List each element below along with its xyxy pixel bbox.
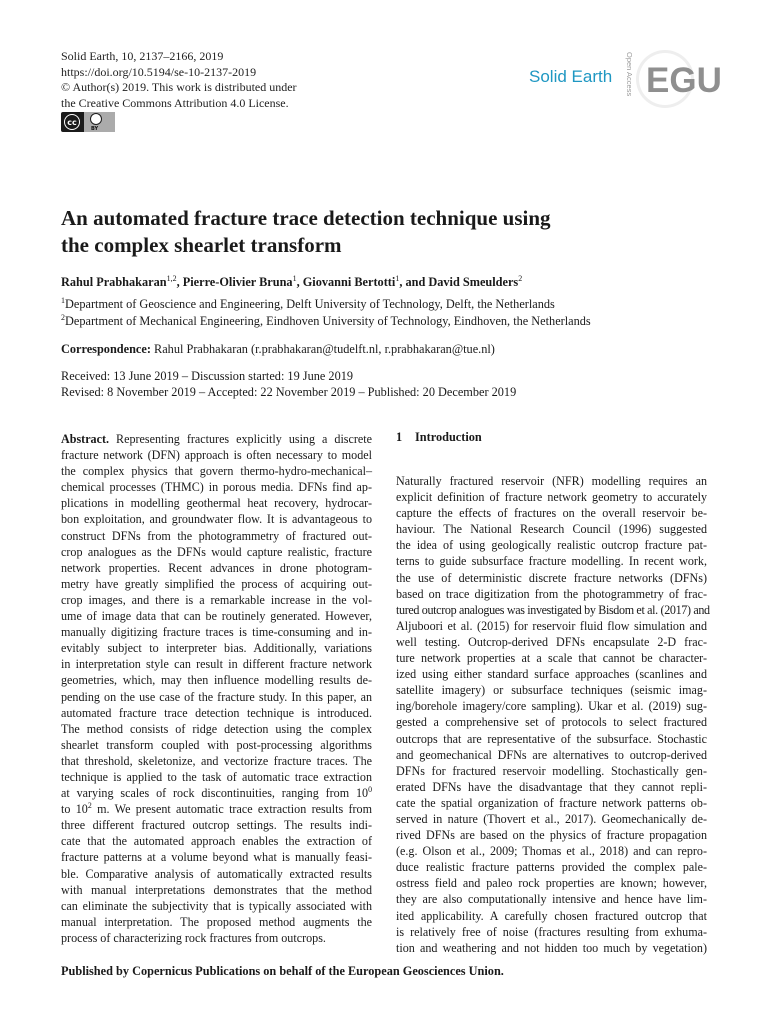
abstract-line: manually digitizing fracture traces is time-consuming and in- xyxy=(61,625,372,640)
author-separator: , xyxy=(296,275,303,289)
intro-line: rived DFNs are based on the physics of fracture propagation xyxy=(396,828,707,843)
intro-line: satellite imagery) or subsurface techniques (seismic imag- xyxy=(396,683,707,698)
intro-line: Aljuboori et al. (2015) for reservoir fluid flow simulation and xyxy=(396,618,707,633)
intro-line: capture the effects of fractures on the overall reservoir be- xyxy=(396,506,707,521)
abstract-line: ble. Comparative analysis of automatically extracted results xyxy=(61,866,372,881)
abstract-line: can eliminate the subjectivity that is typically associated with xyxy=(61,898,372,913)
abstract-line: with manual interpretations demonstrates that the method xyxy=(61,882,372,897)
abstract-line: Abstract. Representing fractures explicitly using a discrete xyxy=(61,432,372,446)
intro-line: based on trace digitization from the photogrammetry of frac- xyxy=(396,586,707,601)
abstract-line: cate that the automated approach enables the extraction of xyxy=(61,834,372,849)
intro-line: served in nature (Thovert et al., 2017). Geomechanically de- xyxy=(396,811,707,826)
abstract-line: that threshold, skeletonize, and vectorize fracture traces. The xyxy=(61,753,372,768)
intro-line: Naturally fractured reservoir (NFR) modelling requires an xyxy=(396,474,707,488)
intro-line: the idea of using geologically realistic outcrop fracture pat- xyxy=(396,538,707,553)
intro-line: ized using either standard surface approaches (scanlines and xyxy=(396,667,707,682)
journal-name: Solid Earth xyxy=(529,67,613,86)
abstract-line: process of characterizing rock fractures from outcrops. xyxy=(61,930,326,945)
paper-title xyxy=(61,205,621,259)
author-name[interactable]: Giovanni Bertotti xyxy=(302,275,396,289)
intro-line: ostress field and paleo rock properties are known; however, xyxy=(396,876,707,891)
intro-line: is relatively free of noise (fractures resulting from exhuma- xyxy=(396,924,707,939)
by-panel xyxy=(84,112,115,132)
abstract-line: geometries, which, may then influence modelling results de- xyxy=(61,673,372,688)
affiliation-number: 1 xyxy=(61,295,65,305)
abstract-line: plications in modelling geothermal heat recovery, hydrocar- xyxy=(61,496,372,511)
abstract-line: metry have greatly simplified the process of acquiring out- xyxy=(61,576,372,591)
cc-icon: cc xyxy=(64,114,80,130)
intro-line: (e.g. Olson et al., 2009; Thomas et al., 2018) and can repro- xyxy=(396,844,707,859)
section-number: 1 xyxy=(396,430,403,444)
intro-line: ited applicability. A carefully chosen fractured outcrop that xyxy=(396,908,707,923)
exponent: 0 xyxy=(368,785,372,795)
abstract-line: to $10^2$ m. We present automatic trace extraction results from xyxy=(61,801,372,817)
attribution-icon xyxy=(90,113,102,125)
abstract-line: in interpretation style can result in different fracture network xyxy=(61,657,372,672)
affiliation-1 xyxy=(61,297,555,312)
affiliation-2 xyxy=(61,314,591,329)
abstract-line: the complex physics that govern thermo-hydro-mechanical– xyxy=(61,464,372,479)
abstract-line: ume of image data that can be routinely generated. However, xyxy=(61,609,372,624)
intro-line: tured outcrop analogues was investigated by Bisdom et al. (2017) and xyxy=(396,602,710,617)
intro-line: terns to guide subsurface fracture modelling. In recent work, xyxy=(396,554,707,569)
intro-line: gested a comprehensive set of protocols to select fractured xyxy=(396,715,707,730)
cc-by-license-badge[interactable] xyxy=(61,112,115,132)
abstract-line: evitably subject to interpreter bias. Additionally, variations xyxy=(61,641,372,656)
author-name[interactable]: Rahul Prabhakaran xyxy=(61,275,167,289)
abstract-line: automated fracture trace detection technique is introduced. xyxy=(61,705,372,720)
abstract-line: bon exploitation, and groundwater flow. It is advantageous to xyxy=(61,512,372,527)
abstract-line: fracture network (DFN) approach is often necessary to model xyxy=(61,448,372,463)
egu-logo xyxy=(634,48,722,110)
author-separator: , xyxy=(176,275,183,289)
dates-received: Received: 13 June 2019 – Discussion started: 19 June 2019 xyxy=(61,369,354,383)
correspondence-text[interactable]: Rahul Prabhakaran (r.prabhakaran@tudelft.nl, r.prabhakaran@tue.nl) xyxy=(150,342,495,356)
license-line[interactable]: the Creative Commons Attribution 4.0 License. xyxy=(61,95,289,110)
affiliation-number: 2 xyxy=(61,312,65,322)
section-title: Introduction xyxy=(415,430,482,444)
title-line-1: An automated fracture trace detection technique using xyxy=(61,206,551,230)
author-affiliation-marker: 1 xyxy=(395,273,400,283)
author-affiliation-marker: 2 xyxy=(518,273,523,283)
abstract-label: Abstract. xyxy=(61,432,110,446)
abstract-line: technique is applied to the task of automatic trace extraction xyxy=(61,769,372,784)
author-affiliation-marker: 1 xyxy=(292,273,297,283)
dates-published: Revised: 8 November 2019 – Accepted: 22 November 2019 – Published: 20 December 2019 xyxy=(61,385,517,399)
svg-text:EGU: EGU xyxy=(646,61,722,100)
abstract-line: crop analogues as the DFNs would capture realistic, fracture xyxy=(61,544,372,559)
intro-line: cate the spatial organization of fracture network patterns ob- xyxy=(396,795,707,810)
title-line-2: the complex shearlet transform xyxy=(61,233,342,257)
author-affiliation-marker: 1,2 xyxy=(166,273,177,283)
correspondence xyxy=(61,342,495,357)
doi-link[interactable]: https://doi.org/10.5194/se-10-2137-2019 xyxy=(61,64,257,79)
abstract-line: chemical processes (THMC) in porous media. DFNs find ap- xyxy=(61,480,372,495)
intro-line: duce realistic fracture patterns provided the complex pale- xyxy=(396,860,707,875)
intro-line: well testing. Outcrop-derived DFNs encapsulate 2-D frac- xyxy=(396,634,707,649)
intro-line: ing/borehole imagery/core sampling). Ukar et al. (2019) sug- xyxy=(396,699,707,714)
author-separator: , and xyxy=(399,275,429,289)
abstract-line: construct DFNs from the photogrammetry of fractured out- xyxy=(61,528,372,543)
abstract-line: pending on the use case of the fracture study. In this paper, an xyxy=(61,689,372,704)
author-name[interactable]: Pierre-Olivier Bruna xyxy=(182,275,293,289)
copyright-line: © Author(s) 2019. This work is distributed under xyxy=(61,80,297,94)
affiliation-text: Department of Mechanical Engineering, Eindhoven University of Technology, Eindhoven, the Netherlands xyxy=(65,313,591,328)
intro-line: erated DFNs have the disadvantage that they cannot repli- xyxy=(396,779,707,794)
abstract-line: at varying scales of rock discontinuities, ranging from $10^0$ xyxy=(61,785,372,801)
abstract-line: three different fractured outcrop settings. The results indi- xyxy=(61,818,372,833)
publisher-footer: Published by Copernicus Publications on behalf of the European Geosciences Union. xyxy=(61,964,504,978)
exponent: 2 xyxy=(87,801,92,811)
section-heading xyxy=(396,430,482,445)
abstract-line: crop images, and there is a remarkable increase in the vol- xyxy=(61,592,372,607)
author-list xyxy=(61,275,522,290)
correspondence-label: Correspondence: xyxy=(61,342,151,356)
abstract-line: shearlet transform coupled with post-processing algorithms xyxy=(61,737,372,752)
intro-line: tion and weathering and not hidden too much by vegetation) xyxy=(396,940,707,955)
affiliation-text: Department of Geoscience and Engineering, Delft University of Technology, Delft, the Netherlands xyxy=(65,297,555,311)
intro-line: ture network properties at a scale that cannot be character- xyxy=(396,651,707,666)
intro-line: DFNs for fractured reservoir modelling. Stochastically gen- xyxy=(396,763,707,778)
intro-line: explicit definition of fracture network geometry to accurately xyxy=(396,490,707,505)
open-access-label xyxy=(620,50,634,110)
abstract-line: fracture patterns at a volume beyond what is manually feasi- xyxy=(61,850,372,865)
intro-line: and geomechanical DFNs are alternatives to outcrop-derived xyxy=(396,747,707,762)
intro-line: outcrops that are representative of the subsurface. Stochastic xyxy=(396,731,707,746)
by-label: BY xyxy=(91,126,99,132)
introduction-text xyxy=(396,473,710,956)
svg-text:Open Access: Open Access xyxy=(625,52,634,97)
author-name[interactable]: David Smeulders xyxy=(428,275,519,289)
abstract-line: network properties. Recent advances in drone photogram- xyxy=(61,560,372,575)
intro-line: haviour. The National Research Council (1996) suggested xyxy=(396,522,707,537)
abstract xyxy=(61,431,372,946)
intro-line: the use of deterministic discrete fracture networks (DFNs) xyxy=(396,570,707,585)
intro-line: they are also computationally intensive and hence have lim- xyxy=(396,892,707,907)
abstract-line: manual interpretation. The proposed method augments the xyxy=(61,914,372,929)
citation-line: Solid Earth, 10, 2137–2166, 2019 xyxy=(61,49,224,63)
abstract-line: The method consists of ridge detection using the complex xyxy=(61,721,372,736)
